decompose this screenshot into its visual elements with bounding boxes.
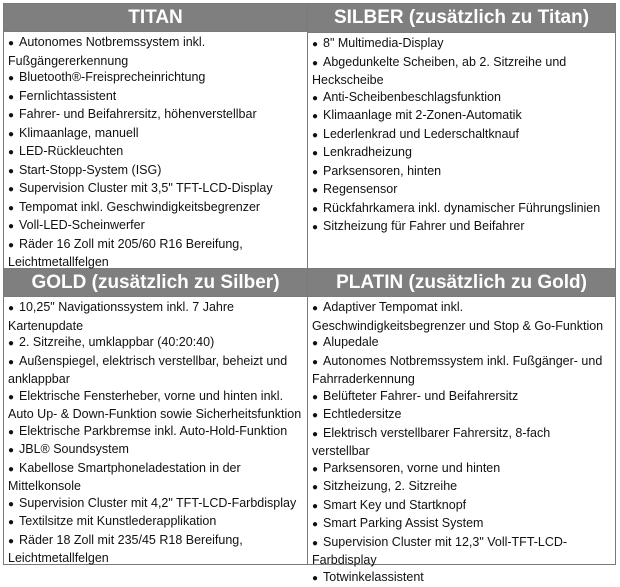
titan-section — [4, 4, 308, 269]
gold-header: GOLD (zusätzlich zu Silber) — [4, 269, 307, 297]
feature-text: Elektrisch verstellbarer Fahrersitz, 8-fach verstellbar — [312, 426, 550, 459]
feature-text: JBL® Soundsystem — [19, 442, 129, 456]
gold-feature-item — [8, 460, 303, 495]
trim-comparison-table — [3, 3, 616, 565]
feature-text: Tempomat inkl. Geschwindigkeitsbegrenzer — [19, 200, 260, 214]
bullet-icon: ● — [8, 355, 19, 372]
feature-text: Lederlenkrad und Lederschaltknauf — [323, 127, 519, 141]
silber-feature-item — [312, 181, 611, 200]
titan-feature-item — [8, 236, 303, 271]
bullet-icon: ● — [312, 128, 323, 145]
bullet-icon: ● — [312, 37, 323, 54]
feature-text: 10,25" Navigationssystem inkl. 7 Jahre Kartenupdate — [8, 300, 234, 333]
platin-feature-item — [312, 299, 611, 334]
gold-feature-item — [8, 353, 303, 388]
titan-feature-item — [8, 69, 303, 88]
silber-feature-item — [312, 163, 611, 182]
platin-feature-item — [312, 534, 611, 569]
gold-section — [4, 269, 308, 564]
titan-feature-item — [8, 106, 303, 125]
platin-feature-item — [312, 353, 611, 388]
feature-text: Parksensoren, vorne und hinten — [323, 461, 500, 475]
feature-text: Rückfahrkamera inkl. dynamischer Führungslinien — [323, 201, 600, 215]
bullet-icon: ● — [8, 301, 19, 318]
platin-feature-item — [312, 478, 611, 497]
titan-feature-item — [8, 217, 303, 236]
feature-text: Supervision Cluster mit 12,3" Voll-TFT-LCD-Farbdisplay — [312, 535, 567, 568]
silber-feature-item — [312, 126, 611, 145]
bullet-icon: ● — [8, 219, 19, 236]
silber-feature-item — [312, 35, 611, 54]
bullet-icon: ● — [312, 462, 323, 479]
platin-feature-item — [312, 425, 611, 460]
bullet-icon: ● — [8, 336, 19, 353]
titan-feature-item — [8, 88, 303, 107]
titan-feature-list — [4, 32, 307, 271]
feature-text: Fahrer- und Beifahrersitz, höhenverstellbar — [19, 107, 257, 121]
bullet-icon: ● — [8, 36, 19, 53]
platin-feature-list — [308, 297, 615, 587]
silber-feature-item — [312, 107, 611, 126]
platin-feature-item — [312, 515, 611, 534]
feature-text: Außenspiegel, elektrisch verstellbar, beheizt und anklappbar — [8, 354, 287, 387]
platin-feature-item — [312, 569, 611, 587]
feature-text: Klimaanlage mit 2-Zonen-Automatik — [323, 108, 522, 122]
titan-feature-item — [8, 125, 303, 144]
bullet-icon: ● — [312, 109, 323, 126]
platin-feature-item — [312, 406, 611, 425]
silber-feature-item — [312, 89, 611, 108]
feature-text: 2. Sitzreihe, umklappbar (40:20:40) — [19, 335, 214, 349]
feature-text: Smart Parking Assist System — [323, 516, 483, 530]
gold-feature-item — [8, 299, 303, 334]
silber-feature-item — [312, 218, 611, 237]
bullet-icon: ● — [312, 408, 323, 425]
bullet-icon: ● — [8, 390, 19, 407]
gold-feature-item — [8, 513, 303, 532]
gold-feature-item — [8, 495, 303, 514]
bullet-icon: ● — [8, 90, 19, 107]
bullet-icon: ● — [312, 355, 323, 372]
bullet-icon: ● — [8, 164, 19, 181]
feature-text: Autonomes Notbremssystem inkl. Fußgängererkennung — [8, 35, 205, 68]
feature-text: Parksensoren, hinten — [323, 164, 441, 178]
bullet-icon: ● — [312, 91, 323, 108]
bullet-icon: ● — [312, 517, 323, 534]
gold-feature-item — [8, 423, 303, 442]
titan-feature-item — [8, 34, 303, 69]
platin-feature-item — [312, 460, 611, 479]
bullet-icon: ● — [312, 146, 323, 163]
titan-feature-item — [8, 180, 303, 199]
feature-text: Kabellose Smartphoneladestation in der Mittelkonsole — [8, 461, 241, 494]
bullet-icon: ● — [8, 443, 19, 460]
feature-text: Abgedunkelte Scheiben, ab 2. Sitzreihe und Heckscheibe — [312, 55, 566, 88]
feature-text: Totwinkelassistent — [323, 570, 424, 584]
bullet-icon: ● — [312, 183, 323, 200]
feature-text: Supervision Cluster mit 4,2" TFT-LCD-Farbdisplay — [19, 496, 296, 510]
feature-text: Elektrische Parkbremse inkl. Auto-Hold-Funktion — [19, 424, 287, 438]
feature-text: Voll-LED-Scheinwerfer — [19, 218, 145, 232]
feature-text: Textilsitze mit Kunstlederapplikation — [19, 514, 216, 528]
silber-feature-list — [308, 33, 615, 237]
feature-text: Klimaanlage, manuell — [19, 126, 139, 140]
feature-text: Belüfteter Fahrer- und Beifahrersitz — [323, 389, 518, 403]
silber-header: SILBER (zusätzlich zu Titan) — [308, 4, 615, 33]
silber-feature-item — [312, 144, 611, 163]
gold-feature-item — [8, 532, 303, 567]
feature-text: Regensensor — [323, 182, 397, 196]
bullet-icon: ● — [8, 462, 19, 479]
bullet-icon: ● — [312, 427, 323, 444]
platin-section — [308, 269, 615, 564]
bullet-icon: ● — [312, 336, 323, 353]
gold-feature-item — [8, 388, 303, 423]
bullet-icon: ● — [8, 534, 19, 551]
titan-header: TITAN — [4, 4, 307, 32]
titan-feature-item — [8, 143, 303, 162]
feature-text: Sitzheizung für Fahrer und Beifahrer — [323, 219, 525, 233]
gold-feature-item — [8, 441, 303, 460]
titan-feature-item — [8, 162, 303, 181]
bullet-icon: ● — [8, 108, 19, 125]
gold-feature-list — [4, 297, 307, 567]
titan-feature-item — [8, 199, 303, 218]
bullet-icon: ● — [8, 145, 19, 162]
feature-text: LED-Rückleuchten — [19, 144, 123, 158]
platin-feature-item — [312, 388, 611, 407]
bullet-icon: ● — [312, 220, 323, 237]
bullet-icon: ● — [8, 425, 19, 442]
gold-feature-item — [8, 334, 303, 353]
bullet-icon: ● — [312, 536, 323, 553]
feature-text: Sitzheizung, 2. Sitzreihe — [323, 479, 457, 493]
platin-feature-item — [312, 334, 611, 353]
feature-text: Smart Key und Startknopf — [323, 498, 466, 512]
bullet-icon: ● — [312, 301, 323, 318]
feature-text: Elektrische Fensterheber, vorne und hinten inkl. Auto Up- & Down-Funktion sowie Sicherheitsfunktion — [8, 389, 301, 422]
feature-text: Fernlichtassistent — [19, 89, 116, 103]
bullet-icon: ● — [312, 56, 323, 73]
silber-feature-item — [312, 54, 611, 89]
bullet-icon: ● — [312, 571, 323, 587]
feature-text: Räder 18 Zoll mit 235/45 R18 Bereifung, Leichtmetallfelgen — [8, 533, 243, 566]
bullet-icon: ● — [312, 480, 323, 497]
bullet-icon: ● — [8, 201, 19, 218]
bullet-icon: ● — [312, 390, 323, 407]
feature-text: Räder 16 Zoll mit 205/60 R16 Bereifung, Leichtmetallfelgen — [8, 237, 243, 270]
feature-text: Lenkradheizung — [323, 145, 412, 159]
bullet-icon: ● — [8, 515, 19, 532]
feature-text: Start-Stopp-System (ISG) — [19, 163, 161, 177]
feature-text: Alupedale — [323, 335, 379, 349]
bullet-icon: ● — [8, 497, 19, 514]
feature-text: Echtledersitze — [323, 407, 402, 421]
silber-feature-item — [312, 200, 611, 219]
bullet-icon: ● — [312, 165, 323, 182]
platin-header: PLATIN (zusätzlich zu Gold) — [308, 269, 615, 297]
bullet-icon: ● — [8, 182, 19, 199]
feature-text: Anti-Scheibenbeschlagsfunktion — [323, 90, 501, 104]
silber-section — [308, 4, 615, 269]
feature-text: Adaptiver Tempomat inkl. Geschwindigkeitsbegrenzer und Stop & Go-Funktion — [312, 300, 603, 333]
bullet-icon: ● — [312, 202, 323, 219]
bullet-icon: ● — [312, 499, 323, 516]
bullet-icon: ● — [8, 71, 19, 88]
feature-text: Bluetooth®-Freisprecheinrichtung — [19, 70, 205, 84]
feature-text: 8" Multimedia-Display — [323, 36, 443, 50]
platin-feature-item — [312, 497, 611, 516]
feature-text: Autonomes Notbremssystem inkl. Fußgänger- und Fahrraderkennung — [312, 354, 602, 387]
bullet-icon: ● — [8, 238, 19, 255]
bullet-icon: ● — [8, 127, 19, 144]
feature-text: Supervision Cluster mit 3,5" TFT-LCD-Display — [19, 181, 273, 195]
